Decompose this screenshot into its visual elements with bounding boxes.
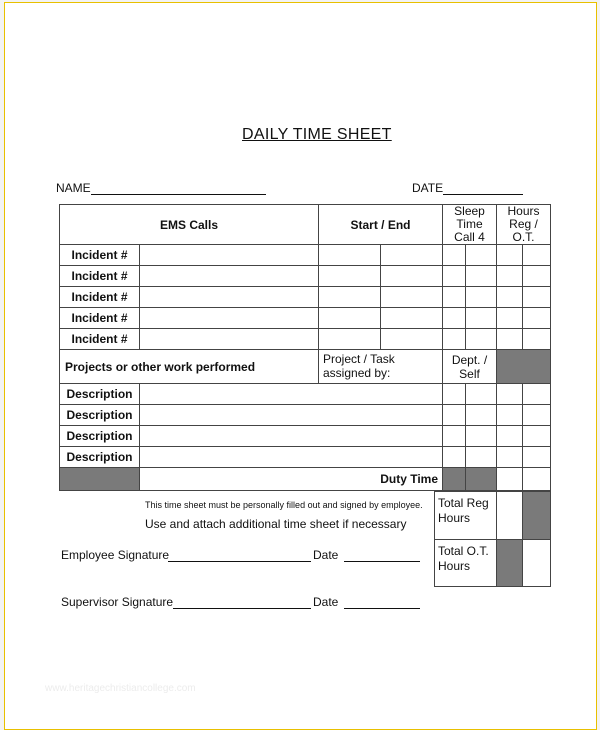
- dept-self-header: Dept. / Self: [443, 350, 497, 384]
- date-field[interactable]: [443, 184, 523, 195]
- start-end-header: Start / End: [319, 205, 443, 245]
- duty-ot-hours[interactable]: [523, 468, 551, 491]
- shaded-cell: [443, 468, 466, 491]
- supervisor-signature-label: Supervisor Signature: [61, 595, 174, 609]
- description-label: Description: [60, 384, 140, 405]
- duty-reg-hours[interactable]: [497, 468, 523, 491]
- total-reg-value[interactable]: [497, 492, 523, 540]
- description-label: Description: [60, 426, 140, 447]
- incident-row[interactable]: [60, 287, 551, 308]
- watermark: www.heritagechristiancollege.com: [45, 683, 196, 694]
- incident-label: Incident #: [60, 287, 140, 308]
- duty-time-row: [60, 468, 551, 491]
- projects-header-row: [60, 350, 551, 384]
- shaded-cell: [60, 468, 140, 491]
- notice-large: Use and attach additional time sheet if necessary: [145, 517, 407, 531]
- supervisor-signature-field[interactable]: [173, 598, 311, 609]
- incident-label: Incident #: [60, 266, 140, 287]
- sleep-time-header: Sleep Time Call 4: [443, 205, 497, 245]
- shaded-cell: [523, 492, 551, 540]
- notice-small: This time sheet must be personally filled out and signed by employee.: [145, 500, 423, 510]
- description-row[interactable]: [60, 405, 551, 426]
- description-label: Description: [60, 447, 140, 468]
- time-sheet-page: [4, 2, 597, 730]
- employee-signature-field[interactable]: [168, 551, 311, 562]
- incident-row[interactable]: [60, 245, 551, 266]
- shaded-cell: [497, 350, 551, 384]
- project-task-header: Project / Task assigned by:: [319, 350, 443, 384]
- supervisor-date-field[interactable]: [344, 598, 420, 609]
- total-reg-row: [435, 492, 551, 540]
- incident-row[interactable]: [60, 329, 551, 350]
- total-ot-label: Total O.T. Hours: [435, 540, 497, 587]
- duty-time-label: Duty Time: [140, 468, 443, 491]
- name-label: NAME: [56, 181, 91, 195]
- description-row[interactable]: [60, 426, 551, 447]
- incident-label: Incident #: [60, 329, 140, 350]
- incident-label: Incident #: [60, 245, 140, 266]
- shaded-cell: [497, 540, 523, 587]
- employee-date-field[interactable]: [344, 551, 420, 562]
- ems-calls-header: EMS Calls: [60, 205, 319, 245]
- total-ot-row: [435, 540, 551, 587]
- totals-table: [434, 491, 551, 587]
- employee-signature-label: Employee Signature: [61, 548, 170, 562]
- time-sheet-table: [59, 204, 551, 491]
- incident-row[interactable]: [60, 266, 551, 287]
- supervisor-date-label: Date: [313, 595, 339, 609]
- description-row[interactable]: [60, 384, 551, 405]
- table-header-row: [60, 205, 551, 245]
- employee-date-label: Date: [313, 548, 339, 562]
- total-reg-label: Total Reg Hours: [435, 492, 497, 540]
- incident-row[interactable]: [60, 308, 551, 329]
- description-label: Description: [60, 405, 140, 426]
- name-field[interactable]: [91, 184, 266, 195]
- incident-label: Incident #: [60, 308, 140, 329]
- total-ot-value[interactable]: [523, 540, 551, 587]
- page-title: DAILY TIME SHEET: [242, 126, 392, 143]
- shaded-cell: [466, 468, 497, 491]
- hours-header: Hours Reg / O.T.: [497, 205, 551, 245]
- date-label: DATE: [412, 181, 444, 195]
- description-row[interactable]: [60, 447, 551, 468]
- projects-heading: Projects or other work performed: [60, 350, 319, 384]
